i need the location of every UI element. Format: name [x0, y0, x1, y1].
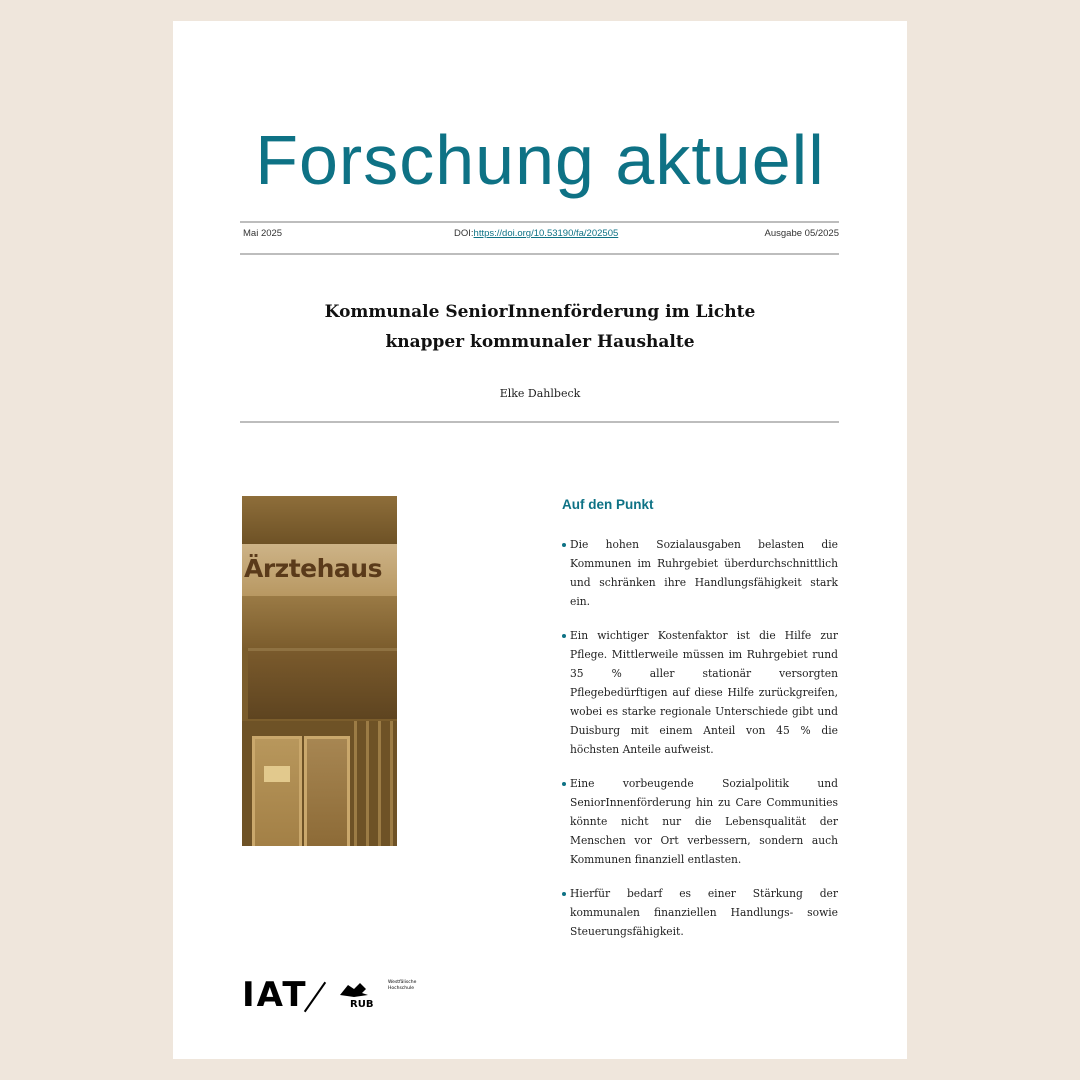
meta-bottom-rule	[240, 253, 839, 255]
bullet-icon	[562, 782, 566, 786]
list-item: Ein wichtiger Kostenfaktor ist die Hilfe zur Pflege. Mittlerweile müssen im Ruhrgebiet rund 35 % aller stationär versorgten Pflegebedürftigen auf diese Hilfe zurückgreifen, wobei es starke regionale Unterschiede gibt und Duisburg mit einem Anteil von 45 % die höchsten Anteile aufweist.	[562, 626, 838, 759]
key-points-heading: Auf den Punkt	[562, 497, 654, 512]
bullet-icon	[562, 543, 566, 547]
iat-logo-text: IAT	[242, 975, 308, 1015]
title-line-1: Kommunale SeniorInnenförderung im Lichte	[324, 302, 756, 322]
photo-sign-text: Ärztehaus	[244, 554, 382, 583]
doi-label: DOI:	[454, 228, 474, 239]
bullet-icon	[562, 634, 566, 638]
key-points-list	[562, 535, 838, 956]
masthead-title: Forschung aktuell	[255, 121, 825, 199]
doi-link[interactable]: https://doi.org/10.53190/fa/202505	[473, 228, 619, 239]
doi	[454, 228, 618, 239]
article-title	[173, 297, 907, 357]
rub-small-text: Westfälische Hochschule	[388, 980, 417, 991]
issue-date: Mai 2025	[243, 228, 283, 239]
list-item: Hierfür bedarf es einer Stärkung der kommunalen finanziellen Handlungs- sowie Steuerungsfähigkeit.	[562, 884, 838, 941]
author: Elke Dahlbeck	[499, 387, 581, 400]
title-rule	[240, 421, 839, 423]
rub-logo-text: RUB	[350, 999, 374, 1010]
list-item: Eine vorbeugende Sozialpolitik und SeniorInnenförderung hin zu Care Communities könnte nicht nur die Lebensqualität der Menschen vor Ort verbessern, sondern auch Kommunen finanziell entlasten.	[562, 774, 838, 869]
list-item: Die hohen Sozialausgaben belasten die Kommunen im Ruhrgebiet überdurchschnittlich und schränken ihre Handlungsfähigkeit stark ein.	[562, 535, 838, 611]
document-page	[173, 21, 907, 1059]
title-line-2: knapper kommunaler Haushalte	[385, 332, 695, 352]
top-rule	[240, 221, 839, 223]
issue-number: Ausgabe 05/2025	[764, 228, 839, 239]
bullet-icon	[562, 892, 566, 896]
cover-photo	[242, 496, 397, 846]
rub-bird-icon	[338, 981, 386, 1001]
